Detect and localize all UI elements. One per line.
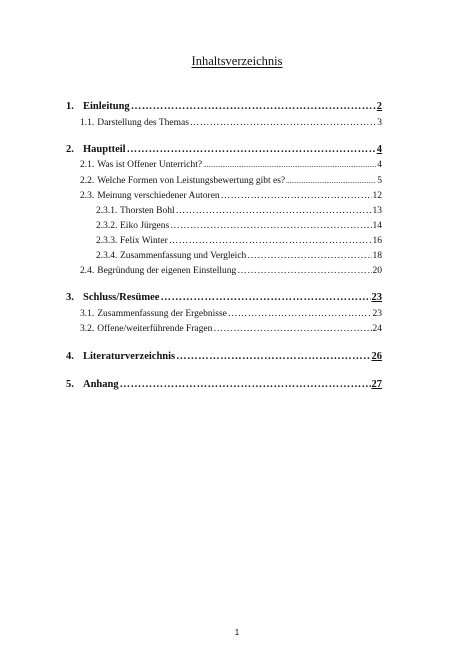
toc-number: 2.1. <box>80 160 95 170</box>
toc-entry-meinung-autoren[interactable] <box>80 189 382 203</box>
toc-number: 3.2. <box>80 324 95 334</box>
toc-page: 13 <box>372 206 382 216</box>
toc-page: 26 <box>371 351 382 362</box>
toc-entry-zusammenfassung-ergebnisse[interactable] <box>80 307 382 321</box>
toc-label: Welche Formen von Leistungsbewertung gibt es? <box>97 176 286 186</box>
toc-page: 4 <box>377 160 382 170</box>
page-number: 1 <box>234 628 240 637</box>
toc-label: Offene/weiterführende Fragen <box>97 324 213 334</box>
toc-page: 23 <box>372 309 382 319</box>
dot-leader <box>213 322 371 336</box>
toc-label: Felix Winter <box>120 236 168 246</box>
toc-page: 27 <box>371 379 382 390</box>
toc-page: 14 <box>372 221 382 231</box>
toc-label: Hauptteil <box>83 144 126 155</box>
dot-leader <box>176 204 372 218</box>
toc-label: Eiko Jürgens <box>120 221 170 231</box>
toc-page: 16 <box>372 236 382 246</box>
dot-leader <box>286 174 376 188</box>
toc-label: Schluss/Resümee <box>83 292 160 303</box>
dot-leader <box>120 378 371 392</box>
toc-entry-felix-winter[interactable] <box>96 234 382 248</box>
dot-leader <box>170 219 371 233</box>
toc-page: 5 <box>377 176 382 186</box>
toc-label: Einleitung <box>83 101 130 112</box>
dot-leader <box>247 249 371 263</box>
dot-leader <box>237 264 371 278</box>
toc-label: Zusammenfassung der Ergebnisse <box>97 309 227 319</box>
toc-label: Meinung verschiedener Autoren <box>97 191 220 201</box>
toc-number: 4. <box>66 351 74 362</box>
dot-leader <box>221 189 372 203</box>
dot-leader <box>169 234 372 248</box>
dot-leader <box>203 158 376 172</box>
dot-leader <box>190 116 376 130</box>
toc-number: 2. <box>66 144 74 155</box>
toc-number: 2.3.2. <box>96 221 118 231</box>
toc-number: 2.4. <box>80 266 95 276</box>
page-title: Inhaltsverzeichnis <box>191 54 283 68</box>
toc-entry-thorsten-bohl[interactable] <box>96 204 382 218</box>
toc-entry-eiko-juergens[interactable] <box>96 219 382 233</box>
toc-number: 5. <box>66 379 74 390</box>
toc-label: Thorsten Bohl <box>120 206 175 216</box>
toc-entry-begruendung-einstellung[interactable] <box>80 264 382 278</box>
toc-page: 24 <box>372 324 382 334</box>
toc-page: 12 <box>372 191 382 201</box>
toc-entry-anhang[interactable] <box>66 378 382 392</box>
toc-page: 2 <box>376 101 382 112</box>
toc-label: Was ist Offener Unterricht? <box>97 160 203 170</box>
toc-label: Darstellung des Themas <box>97 118 189 128</box>
toc-entry-zusammenfassung-vergleich[interactable] <box>96 249 382 263</box>
toc-entry-offener-unterricht[interactable] <box>80 158 382 172</box>
toc-label: Zusammenfassung und Vergleich <box>120 251 247 261</box>
toc-entry-einleitung[interactable] <box>66 100 382 114</box>
toc-label: Literaturverzeichnis <box>83 351 176 362</box>
dot-leader <box>127 143 376 157</box>
toc-page: 20 <box>372 266 382 276</box>
toc-entry-offene-fragen[interactable] <box>80 322 382 336</box>
toc-page: 3 <box>377 118 382 128</box>
toc-number: 1. <box>66 101 74 112</box>
toc-number: 1.1. <box>80 118 95 128</box>
dot-leader <box>228 307 372 321</box>
toc-number: 2.2. <box>80 176 95 186</box>
toc-number: 2.3.4. <box>96 251 118 261</box>
toc-number: 2.3.3. <box>96 236 118 246</box>
toc-entry-darstellung-des-themas[interactable] <box>80 116 382 130</box>
dot-leader <box>176 350 370 364</box>
dot-leader <box>131 100 376 114</box>
dot-leader <box>160 291 370 305</box>
toc-entry-literaturverzeichnis[interactable] <box>66 350 382 364</box>
toc-entry-formen-leistungsbewertung[interactable] <box>80 174 382 188</box>
toc-page: 18 <box>372 251 382 261</box>
toc-number: 3.1. <box>80 309 95 319</box>
toc-number: 2.3. <box>80 191 95 201</box>
toc-entry-hauptteil[interactable] <box>66 143 382 157</box>
toc-label: Begründung der eigenen Einstellung <box>97 266 237 276</box>
toc-entry-schluss-resuemee[interactable] <box>66 291 382 305</box>
toc-page: 23 <box>371 292 382 303</box>
toc-number: 3. <box>66 292 74 303</box>
toc-number: 2.3.1. <box>96 206 118 216</box>
toc-label: Anhang <box>83 379 119 390</box>
toc-page: 4 <box>376 144 382 155</box>
